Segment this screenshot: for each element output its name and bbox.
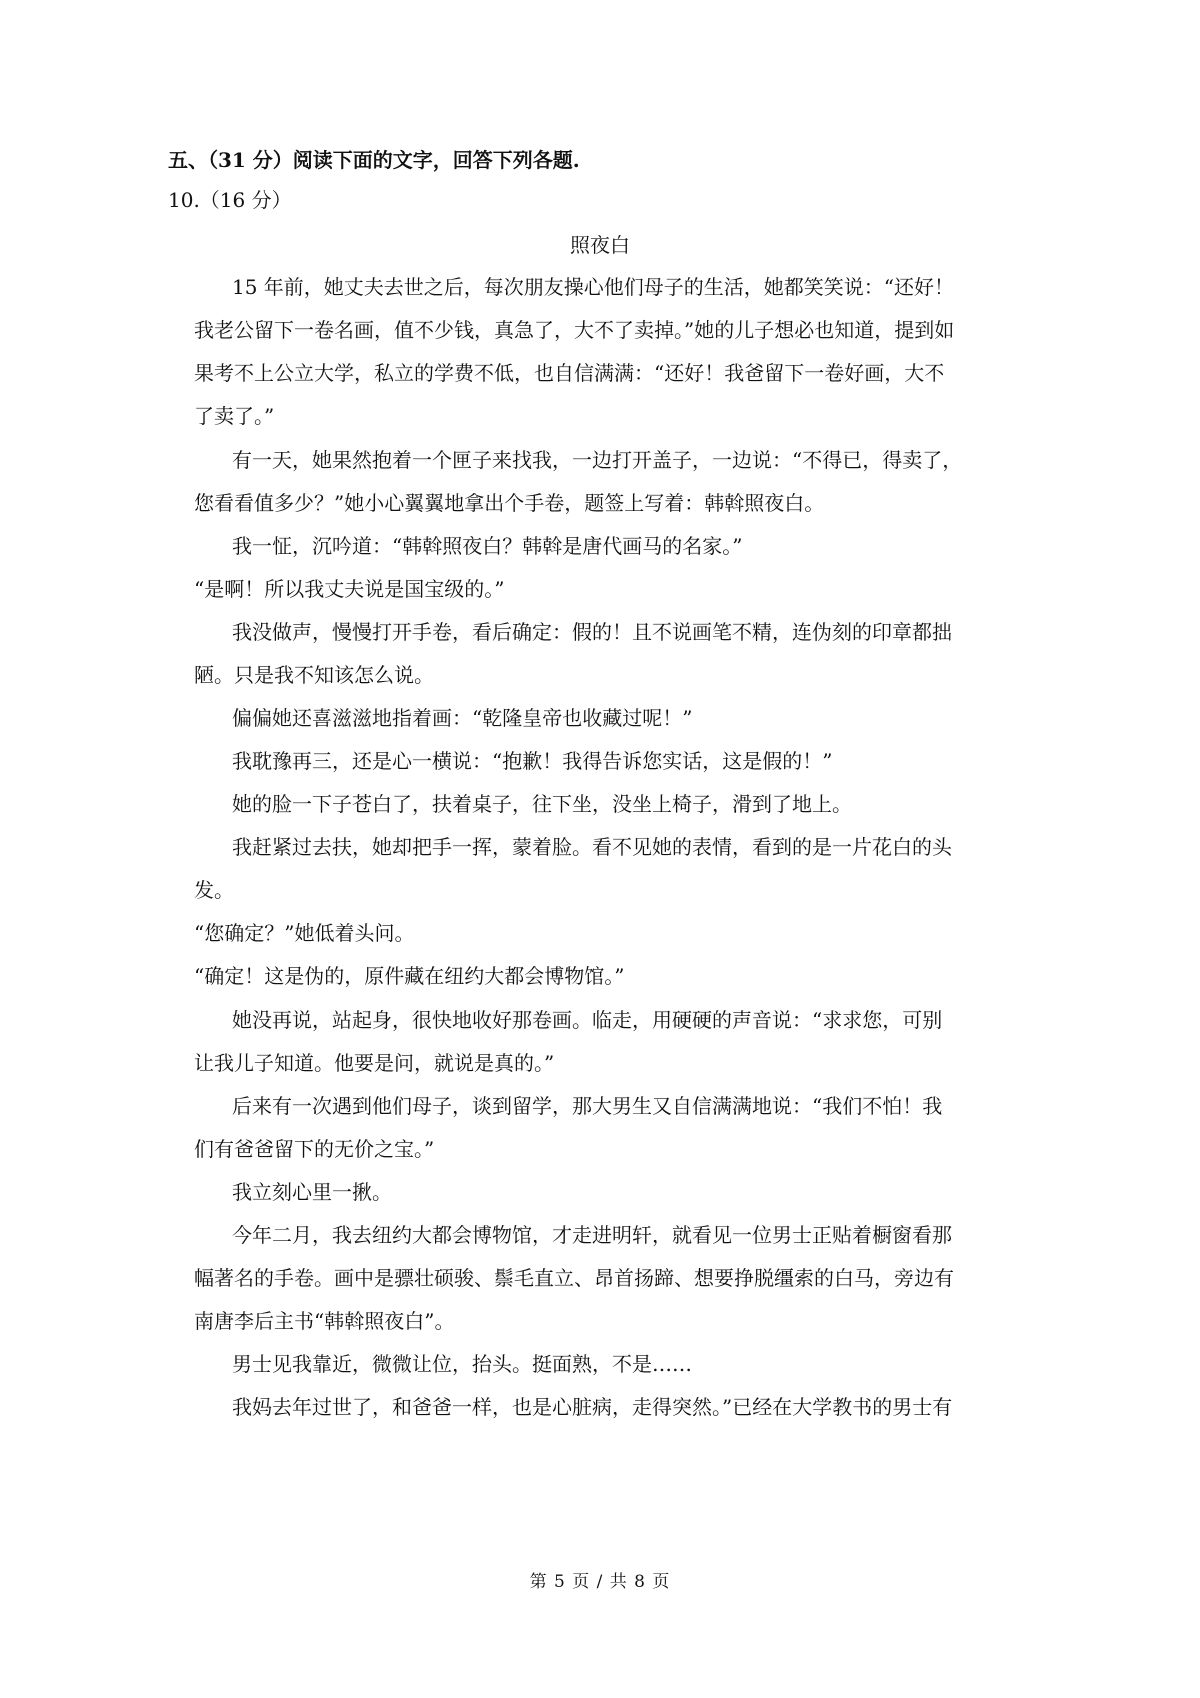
paragraph-line: 她的脸一下子苍白了，扶着桌子，往下坐，没坐上椅子，滑到了地上。: [232, 792, 852, 816]
paragraph-line: 们有爸爸留下的无价之宝。”: [194, 1137, 435, 1161]
paragraph-line: 15 年前，她丈夫去世之后，每次朋友操心他们母子的生活，她都笑笑说：“还好！: [232, 275, 955, 299]
paragraph-line: 我没做声，慢慢打开手卷，看后确定：假的！且不说画笔不精，连伪刻的印章都拙: [232, 620, 952, 644]
paragraph-line: 您看看值多少？”她小心翼翼地拿出个手卷，题签上写着：韩斡照夜白。: [194, 491, 825, 515]
paragraph-line: 男士见我靠近，微微让位，抬头。挺面熟，不是……: [232, 1352, 692, 1376]
page-footer: 第 5 页 / 共 8 页: [529, 1572, 671, 1592]
paragraph-line: 偏偏她还喜滋滋地指着画：“乾隆皇帝也收藏过呢！”: [232, 706, 693, 730]
paragraph-line: 了卖了。”: [194, 404, 275, 428]
question-number: 10.（16 分）: [168, 188, 292, 212]
paragraph-line: “确定！这是伪的，原件藏在纽约大都会博物馆。”: [194, 964, 625, 988]
paragraph-line: 发。: [194, 878, 234, 902]
paragraph-line: 我耽豫再三，还是心一横说：“抱歉！我得告诉您实话，这是假的！”: [232, 749, 833, 773]
paragraph-line: 我赶紧过去扶，她却把手一挥，蒙着脸。看不见她的表情，看到的是一片花白的头: [232, 835, 952, 859]
paragraph-line: 我老公留下一卷名画，值不少钱，真急了，大不了卖掉。”她的儿子想必也知道，提到如: [194, 318, 955, 342]
paragraph-line: 让我儿子知道。他要是问，就说是真的。”: [194, 1051, 555, 1075]
paragraph-line: 我妈去年过世了，和爸爸一样，也是心脏病，走得突然。”已经在大学教书的男士有: [232, 1395, 953, 1419]
paragraph-line: 陋。只是我不知该怎么说。: [194, 663, 434, 687]
paragraph-line: 我一怔，沉吟道：“韩斡照夜白？韩斡是唐代画马的名家。”: [232, 534, 743, 558]
paragraph-line: “是啊！所以我丈夫说是国宝级的。”: [194, 577, 505, 601]
paragraph-line: 幅著名的手卷。画中是骠壮硕骏、鬃毛直立、昂首扬蹄、想要挣脱缰索的白马，旁边有: [194, 1266, 954, 1290]
paragraph-line: 南唐李后主书“韩斡照夜白”。: [194, 1309, 455, 1333]
paragraph-line: “您确定？”她低着头问。: [194, 921, 415, 945]
paragraph-line: 今年二月，我去纽约大都会博物馆，才走进明轩，就看见一位男士正贴着橱窗看那: [232, 1223, 952, 1247]
paragraph-line: 后来有一次遇到他们母子，谈到留学，那大男生又自信满满地说：“我们不怕！我: [232, 1094, 943, 1118]
article-title: 照夜白: [570, 233, 630, 257]
section-heading: 五、（31 分）阅读下面的文字，回答下列各题.: [168, 148, 580, 172]
paragraph-line: 我立刻心里一揪。: [232, 1180, 392, 1204]
paragraph-line: 她没再说，站起身，很快地收好那卷画。临走，用硬硬的声音说：“求求您，可别: [232, 1008, 943, 1032]
paragraph-line: 果考不上公立大学，私立的学费不低，也自信满满：“还好！我爸留下一卷好画，大不: [194, 361, 945, 385]
paragraph-line: 有一天，她果然抱着一个匣子来找我，一边打开盖子，一边说：“不得已，得卖了，: [232, 448, 963, 472]
